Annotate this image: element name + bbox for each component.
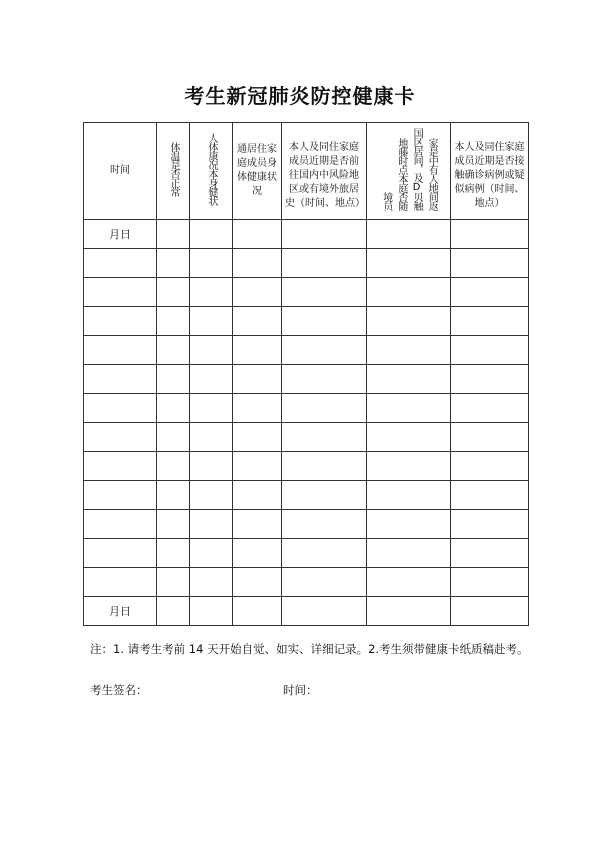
table-row bbox=[84, 481, 529, 510]
table-cell[interactable] bbox=[190, 597, 233, 626]
table-cell[interactable] bbox=[451, 510, 529, 539]
table-cell[interactable] bbox=[367, 307, 451, 336]
table-cell[interactable] bbox=[84, 307, 157, 336]
table-cell[interactable] bbox=[451, 539, 529, 568]
table-row bbox=[84, 510, 529, 539]
table-cell[interactable] bbox=[367, 394, 451, 423]
table-row bbox=[84, 307, 529, 336]
table-cell[interactable] bbox=[157, 423, 190, 452]
table-cell[interactable] bbox=[451, 394, 529, 423]
table-cell[interactable] bbox=[157, 249, 190, 278]
table-cell[interactable] bbox=[282, 278, 367, 307]
table-cell[interactable] bbox=[282, 336, 367, 365]
table-cell[interactable] bbox=[233, 423, 282, 452]
header-border-contact-d: 家是中有人地间返 bbox=[426, 137, 438, 210]
row-date-label: 月日 bbox=[84, 220, 157, 249]
header-time: 时间 bbox=[84, 123, 157, 220]
table-cell[interactable] bbox=[84, 365, 157, 394]
table-row bbox=[84, 452, 529, 481]
table-cell[interactable] bbox=[190, 249, 233, 278]
table-cell[interactable] bbox=[190, 365, 233, 394]
table-cell[interactable] bbox=[451, 307, 529, 336]
table-cell[interactable] bbox=[190, 220, 233, 249]
table-cell[interactable] bbox=[157, 510, 190, 539]
table-cell[interactable] bbox=[367, 510, 451, 539]
table-row bbox=[84, 365, 529, 394]
table-cell[interactable] bbox=[233, 336, 282, 365]
table-cell[interactable] bbox=[84, 423, 157, 452]
table-cell[interactable] bbox=[157, 307, 190, 336]
table-cell[interactable] bbox=[157, 481, 190, 510]
table-cell[interactable] bbox=[233, 510, 282, 539]
table-cell[interactable] bbox=[282, 539, 367, 568]
table-cell[interactable] bbox=[282, 568, 367, 597]
table-row bbox=[84, 336, 529, 365]
table-cell[interactable] bbox=[233, 452, 282, 481]
table-cell[interactable] bbox=[157, 568, 190, 597]
table-cell[interactable] bbox=[157, 336, 190, 365]
header-border-contact bbox=[367, 123, 451, 220]
table-cell[interactable] bbox=[233, 365, 282, 394]
header-border-contact-c: 国区居间，及D贝触 bbox=[411, 127, 423, 210]
table-cell[interactable] bbox=[451, 481, 529, 510]
table-cell[interactable] bbox=[84, 452, 157, 481]
table-cell[interactable] bbox=[233, 278, 282, 307]
table-cell[interactable] bbox=[233, 307, 282, 336]
table-cell[interactable] bbox=[84, 249, 157, 278]
table-cell[interactable] bbox=[233, 249, 282, 278]
table-cell[interactable] bbox=[367, 220, 451, 249]
table-cell[interactable] bbox=[282, 249, 367, 278]
header-border-contact-a: 境员 bbox=[380, 191, 392, 210]
table-row bbox=[84, 394, 529, 423]
table-cell[interactable] bbox=[157, 539, 190, 568]
table-cell[interactable] bbox=[367, 597, 451, 626]
page-title: 考生新冠肺炎防控健康卡 bbox=[184, 84, 416, 108]
row-date-label: 月日 bbox=[84, 597, 157, 626]
table-cell[interactable] bbox=[233, 539, 282, 568]
table-row bbox=[84, 249, 529, 278]
header-border-contact-b: 地藤时点本庭否随 bbox=[395, 137, 407, 210]
table-cell[interactable] bbox=[367, 249, 451, 278]
table-cell[interactable] bbox=[190, 510, 233, 539]
table-cell[interactable] bbox=[451, 597, 529, 626]
header-row bbox=[84, 123, 529, 220]
table-row bbox=[84, 539, 529, 568]
table-cell[interactable] bbox=[233, 220, 282, 249]
table-cell[interactable] bbox=[190, 452, 233, 481]
table-cell[interactable] bbox=[282, 394, 367, 423]
table-cell[interactable] bbox=[84, 539, 157, 568]
header-travel-history: 本人及同住家庭成员近期是否前往国内中风险地区或有境外旅居史（时间、地点） bbox=[282, 123, 367, 220]
table-cell[interactable] bbox=[282, 510, 367, 539]
table-cell[interactable] bbox=[451, 278, 529, 307]
health-record-table bbox=[83, 122, 529, 626]
table-cell[interactable] bbox=[451, 452, 529, 481]
table-cell[interactable] bbox=[367, 481, 451, 510]
table-cell[interactable] bbox=[190, 307, 233, 336]
time-label: 时间： bbox=[283, 683, 318, 697]
header-personal-health: 人体康况本身健状 bbox=[190, 123, 233, 220]
table-cell[interactable] bbox=[190, 278, 233, 307]
table-row bbox=[84, 597, 529, 626]
signature-label: 考生签名： bbox=[90, 683, 148, 697]
table-cell[interactable] bbox=[451, 365, 529, 394]
table-cell[interactable] bbox=[233, 481, 282, 510]
table-row bbox=[84, 423, 529, 452]
table-row bbox=[84, 278, 529, 307]
table-cell[interactable] bbox=[157, 365, 190, 394]
table-cell[interactable] bbox=[282, 423, 367, 452]
header-household-health: 通居住家庭成员身体健康状况 bbox=[233, 123, 282, 220]
table-cell[interactable] bbox=[451, 423, 529, 452]
table-cell[interactable] bbox=[451, 568, 529, 597]
table-cell[interactable] bbox=[451, 220, 529, 249]
table-cell[interactable] bbox=[282, 365, 367, 394]
table-cell[interactable] bbox=[84, 481, 157, 510]
table-cell[interactable] bbox=[233, 597, 282, 626]
table-cell[interactable] bbox=[190, 539, 233, 568]
table-cell[interactable] bbox=[84, 568, 157, 597]
table-cell[interactable] bbox=[157, 394, 190, 423]
table-cell[interactable] bbox=[157, 220, 190, 249]
table-cell[interactable] bbox=[233, 568, 282, 597]
table-cell[interactable] bbox=[367, 423, 451, 452]
table-cell[interactable] bbox=[282, 481, 367, 510]
table-cell[interactable] bbox=[84, 336, 157, 365]
table-cell[interactable] bbox=[84, 510, 157, 539]
table-cell[interactable] bbox=[190, 481, 233, 510]
header-contact-history: 本人及同住家庭成员近期是否接触确诊病例或疑似病例（时间、地点） bbox=[451, 123, 529, 220]
table-cell[interactable] bbox=[190, 336, 233, 365]
table-cell[interactable] bbox=[367, 278, 451, 307]
table-cell[interactable] bbox=[157, 597, 190, 626]
table-cell[interactable] bbox=[190, 394, 233, 423]
table-cell[interactable] bbox=[84, 394, 157, 423]
table-cell[interactable] bbox=[282, 220, 367, 249]
table-cell[interactable] bbox=[451, 336, 529, 365]
table-cell[interactable] bbox=[84, 278, 157, 307]
table-cell[interactable] bbox=[367, 452, 451, 481]
table-cell[interactable] bbox=[233, 394, 282, 423]
table-cell[interactable] bbox=[367, 365, 451, 394]
table-cell[interactable] bbox=[190, 568, 233, 597]
footer-note: 注：1. 请考生考前 14 天开始自觉、如实、详细记录。2.考生须带健康卡纸质稿赴考。 bbox=[90, 642, 529, 656]
header-temperature: 体温是否正常 bbox=[157, 123, 190, 220]
table-cell[interactable] bbox=[367, 539, 451, 568]
table-cell[interactable] bbox=[367, 568, 451, 597]
table-cell[interactable] bbox=[282, 452, 367, 481]
table-cell[interactable] bbox=[451, 249, 529, 278]
table-cell[interactable] bbox=[157, 452, 190, 481]
table-row bbox=[84, 220, 529, 249]
table-row bbox=[84, 568, 529, 597]
table-cell[interactable] bbox=[190, 423, 233, 452]
table-cell[interactable] bbox=[282, 597, 367, 626]
table-cell[interactable] bbox=[282, 307, 367, 336]
table-cell[interactable] bbox=[157, 278, 190, 307]
table-cell[interactable] bbox=[367, 336, 451, 365]
